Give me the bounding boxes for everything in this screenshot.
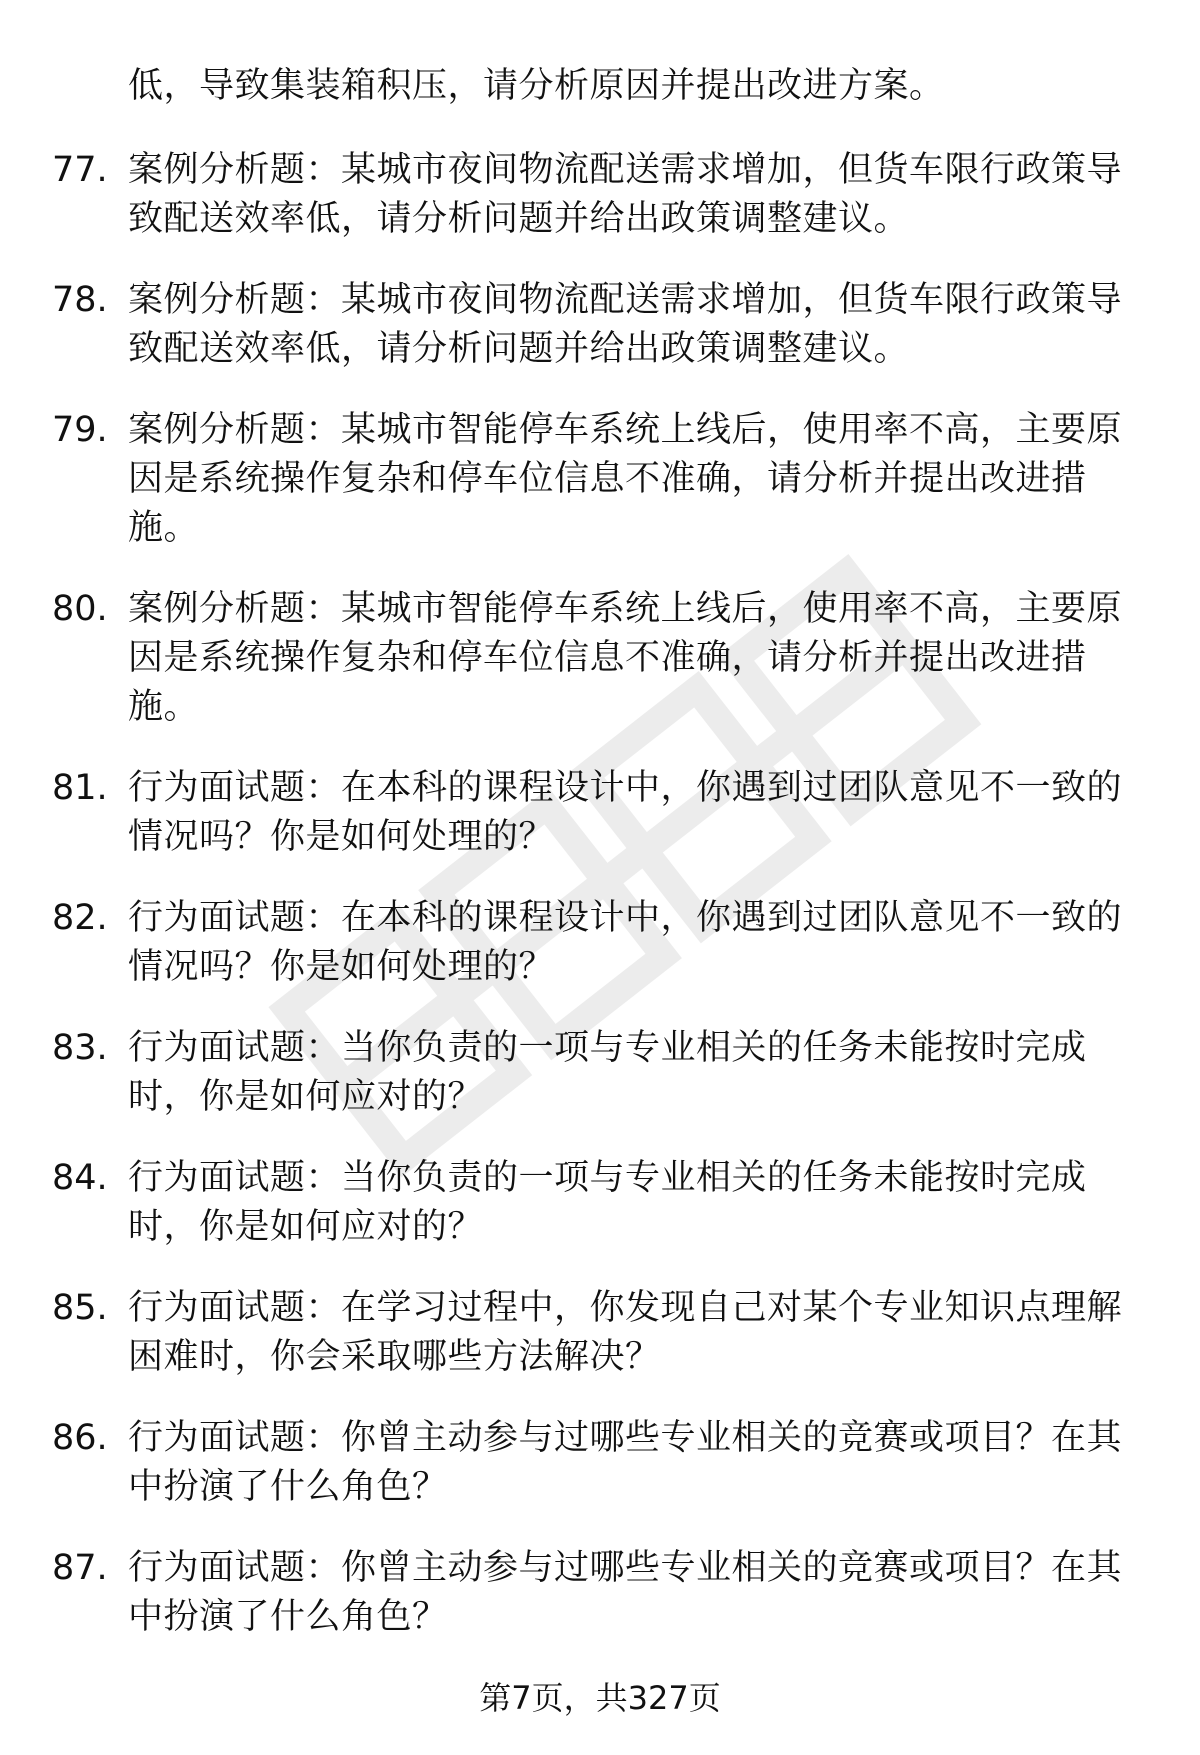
question-text: 行为面试题：在学习过程中，你发现自己对某个专业知识点理解困难时，你会采取哪些方法解决？	[128, 1288, 1123, 1377]
question-text: 行为面试题：在本科的课程设计中，你遇到过团队意见不一致的情况吗？你是如何处理的？	[128, 898, 1123, 987]
question-item	[0, 764, 1200, 862]
question-number: 85.	[52, 1288, 108, 1328]
question-text: 行为面试题：当你负责的一项与专业相关的任务未能按时完成时，你是如何应对的？	[128, 1158, 1087, 1247]
question-item	[0, 1284, 1200, 1382]
question-number: 80.	[52, 589, 108, 629]
question-item	[0, 1544, 1200, 1642]
question-number: 79.	[52, 410, 108, 450]
question-number: 86.	[52, 1418, 108, 1458]
question-item	[0, 276, 1200, 374]
question-number: 84.	[52, 1158, 108, 1198]
question-number: 87.	[52, 1548, 108, 1588]
question-text: 行为面试题：你曾主动参与过哪些专业相关的竞赛或项目？在其中扮演了什么角色？	[128, 1418, 1123, 1507]
question-text: 行为面试题：当你负责的一项与专业相关的任务未能按时完成时，你是如何应对的？	[128, 1028, 1087, 1117]
continuation-text: 低，导致集装箱积压，请分析原因并提出改进方案。	[128, 66, 945, 106]
question-item	[0, 1414, 1200, 1512]
question-text: 行为面试题：你曾主动参与过哪些专业相关的竞赛或项目？在其中扮演了什么角色？	[128, 1548, 1123, 1637]
question-item	[0, 146, 1200, 244]
question-text: 案例分析题：某城市智能停车系统上线后，使用率不高，主要原因是系统操作复杂和停车位信息不准确，请分析并提出改进措施。	[128, 410, 1123, 548]
question-number: 77.	[52, 150, 108, 190]
question-text: 案例分析题：某城市夜间物流配送需求增加，但货车限行政策导致配送效率低，请分析问题并给出政策调整建议。	[128, 150, 1123, 239]
question-text: 案例分析题：某城市夜间物流配送需求增加，但货车限行政策导致配送效率低，请分析问题并给出政策调整建议。	[128, 280, 1123, 369]
question-item	[0, 1154, 1200, 1252]
question-item	[0, 894, 1200, 992]
question-number: 82.	[52, 898, 108, 938]
question-item	[0, 1024, 1200, 1122]
question-item	[0, 585, 1200, 732]
page-footer: 第7页，共327页	[479, 1679, 721, 1717]
question-text: 行为面试题：在本科的课程设计中，你遇到过团队意见不一致的情况吗？你是如何处理的？	[128, 768, 1123, 857]
question-item	[0, 406, 1200, 553]
question-number: 78.	[52, 280, 108, 320]
question-text: 案例分析题：某城市智能停车系统上线后，使用率不高，主要原因是系统操作复杂和停车位信息不准确，请分析并提出改进措施。	[128, 589, 1123, 727]
question-number: 83.	[52, 1028, 108, 1068]
question-number: 81.	[52, 768, 108, 808]
question-list	[0, 146, 1200, 1674]
